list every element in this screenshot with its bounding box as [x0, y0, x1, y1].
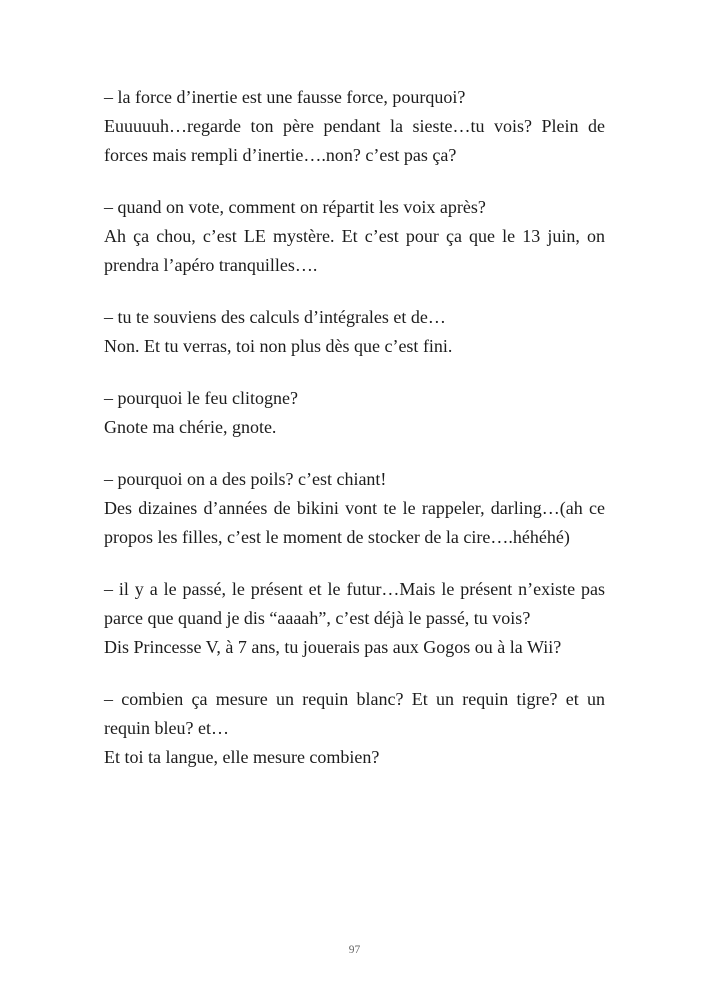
qa-block-6	[104, 575, 605, 662]
question-text: – pourquoi on a des poils? c’est chiant!	[104, 469, 387, 489]
qa-block-7	[104, 685, 605, 772]
page-number: 97	[348, 944, 361, 956]
question-text: – quand on vote, comment on répartit les voix après?	[104, 197, 486, 217]
question-text: – la force d’inertie est une fausse force, pourquoi?	[104, 87, 466, 107]
qa-block-3	[104, 303, 605, 361]
answer-text: Dis Princesse V, à 7 ans, tu jouerais pas aux Gogos ou à la Wii?	[104, 637, 562, 657]
answer-text: Et toi ta langue, elle mesure combien?	[104, 747, 380, 767]
answer-text: Gnote ma chérie, gnote.	[104, 417, 277, 437]
answer-text: Euuuuuh…regarde ton père pendant la sieste…tu vois? Plein de forces mais rempli d’inertie….non? c’est pas ça?	[104, 116, 605, 165]
answer-text: Des dizaines d’années de bikini vont te le rappeler, darling…(ah ce propos les filles, c’est le moment de stocker de la cire….héhéhé)	[104, 498, 605, 547]
answer-text: Non. Et tu verras, toi non plus dès que c’est fini.	[104, 336, 453, 356]
qa-block-5	[104, 465, 605, 552]
answer-text: Ah ça chou, c’est LE mystère. Et c’est pour ça que le 13 juin, on prendra l’apéro tranquilles….	[104, 226, 605, 275]
qa-block-4	[104, 384, 605, 442]
question-text: – pourquoi le feu clitogne?	[104, 388, 298, 408]
question-text: – combien ça mesure un requin blanc? Et un requin tigre? et un requin bleu? et…	[104, 689, 605, 738]
question-text: – il y a le passé, le présent et le futur…Mais le présent n’existe pas parce que quand je dis “aaaah”, c’est déjà le passé, tu vois?	[104, 579, 605, 628]
question-text: – tu te souviens des calculs d’intégrales et de…	[104, 307, 446, 327]
qa-block-2	[104, 193, 605, 280]
qa-block-1	[104, 83, 605, 170]
